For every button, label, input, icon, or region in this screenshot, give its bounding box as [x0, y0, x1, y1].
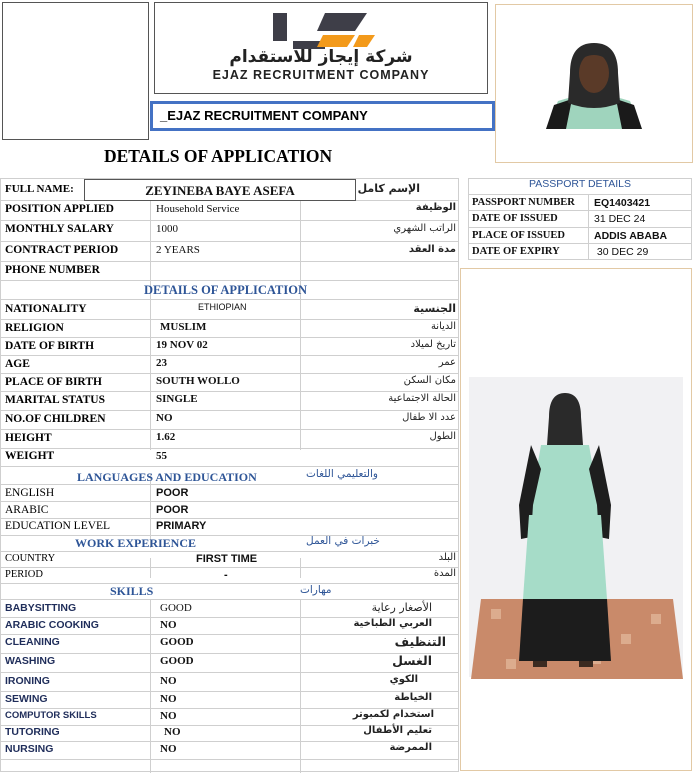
country-label: COUNTRY	[5, 553, 56, 564]
children-arabic: عدد الا طفال	[402, 412, 456, 423]
skill-ironing-arabic: الكوي	[389, 674, 418, 685]
period-value: -	[224, 569, 228, 581]
period-label: PERIOD	[5, 569, 43, 580]
arabic-language-value: POOR	[156, 504, 189, 516]
logo-arabic-name: شركة إيجاز للاستقدام	[229, 47, 413, 67]
education-level-label: EDUCATION LEVEL	[5, 520, 111, 532]
religion-label: RELIGION	[5, 322, 64, 334]
age-label: AGE	[5, 358, 30, 370]
date-of-issue-label: DATE OF ISSUED	[472, 213, 558, 224]
age-value: 23	[156, 357, 167, 369]
skill-nursing-label: NURSING	[5, 743, 54, 755]
english-label: ENGLISH	[5, 487, 55, 499]
applicant-portrait-photo	[495, 4, 693, 163]
skill-babysitting-label: BABYSITTING	[5, 602, 77, 614]
skill-tutoring-label: TUTORING	[5, 726, 60, 738]
date-of-issue-value: 31 DEC 24	[594, 213, 646, 225]
height-label: HEIGHT	[5, 432, 52, 444]
skill-sewing-value: NO	[160, 693, 177, 705]
languages-section-arabic-title: والتعليمي اللغات	[306, 468, 378, 480]
skill-arabic-cooking-value: NO	[160, 619, 177, 631]
skill-nursing-value: NO	[160, 743, 177, 755]
position-applied-value: Household Service	[156, 203, 240, 215]
full-name-box	[84, 179, 356, 201]
skill-computer-value: NO	[160, 710, 177, 722]
nationality-value: ETHIOPIAN	[198, 302, 247, 312]
contract-period-value: 2 YEARS	[156, 244, 200, 256]
children-value: NO	[156, 412, 173, 424]
skill-cleaning-label: CLEANING	[5, 636, 60, 648]
english-value: POOR	[156, 487, 189, 499]
skill-arabic-cooking-arabic: العربي الطباخية	[353, 618, 432, 629]
place-of-issue-label: PLACE OF ISSUED	[472, 230, 565, 241]
logo-english-name: EJAZ RECRUITMENT COMPANY	[212, 68, 430, 82]
skill-arabic-cooking-label: ARABIC COOKING	[5, 619, 99, 631]
phone-number-label: PHONE NUMBER	[5, 264, 100, 276]
monthly-salary-value: 1000	[156, 223, 178, 235]
position-applied-label: POSITION APPLIED	[5, 203, 114, 215]
date-of-expiry-label: DATE OF EXPIRY	[472, 246, 560, 257]
skill-babysitting-value: GOOD	[160, 602, 192, 614]
place-of-birth-arabic: مكان السكن	[403, 375, 456, 386]
education-level-value: PRIMARY	[156, 520, 207, 532]
skill-washing-value: GOOD	[160, 655, 194, 667]
skill-computer-arabic: استخدام لكمبوتر	[352, 709, 434, 720]
company-logo	[154, 2, 488, 94]
skill-ironing-label: IRONING	[5, 675, 50, 687]
skills-section-title: SKILLS	[110, 584, 154, 598]
country-arabic: البلد	[438, 552, 456, 563]
place-of-issue-value: ADDIS ABABA	[594, 230, 668, 242]
country-value: FIRST TIME	[196, 553, 258, 565]
document-title: DETAILS OF APPLICATION	[104, 146, 333, 166]
applicant-full-body-photo	[460, 268, 692, 771]
skill-cleaning-value: GOOD	[160, 636, 194, 648]
period-arabic: المدة	[433, 568, 456, 579]
company-label-box	[150, 101, 495, 131]
date-of-birth-arabic: تاريخ لميلاد	[410, 339, 456, 350]
contract-period-arabic: مدة العقد	[408, 244, 456, 255]
nationality-label: NATIONALITY	[5, 303, 87, 315]
date-of-birth-value: 19 NOV 02	[156, 339, 208, 351]
weight-value: 55	[156, 450, 167, 462]
full-name-arabic-label: الإسم كامل	[357, 182, 420, 195]
skill-sewing-arabic: الخياطة	[394, 692, 432, 703]
skill-tutoring-value: NO	[164, 726, 181, 738]
place-of-birth-value: SOUTH WOLLO	[156, 375, 240, 387]
skills-section-arabic-title: مهارات	[300, 584, 332, 596]
personal-section-title: DETAILS OF APPLICATION	[144, 283, 307, 297]
full-name-label: FULL NAME:	[5, 183, 74, 195]
marital-status-arabic: الحالة الاجتماعية	[388, 393, 456, 404]
passport-details-title: PASSPORT DETAILS	[529, 178, 631, 190]
skill-ironing-value: NO	[160, 675, 177, 687]
skill-washing-arabic: الغسل	[392, 653, 432, 668]
height-value: 1.62	[156, 431, 176, 443]
arabic-language-label: ARABIC	[5, 504, 49, 516]
contract-period-label: CONTRACT PERIOD	[5, 244, 119, 256]
nationality-arabic: الجنسية	[413, 302, 456, 315]
position-applied-arabic: الوظيفة	[415, 202, 456, 213]
age-arabic: عمر	[438, 357, 456, 368]
languages-section-title: LANGUAGES AND EDUCATION	[77, 470, 257, 484]
application-form	[0, 178, 460, 773]
date-of-birth-label: DATE OF BIRTH	[5, 340, 95, 352]
date-of-expiry-value: 30 DEC 29	[594, 246, 649, 258]
monthly-salary-arabic: الراتب الشهري	[393, 223, 456, 234]
portrait-figure-icon	[496, 5, 692, 162]
height-arabic: الطول	[429, 431, 456, 442]
skill-washing-label: WASHING	[5, 655, 56, 667]
full-body-figure-icon	[461, 269, 691, 770]
weight-label: WEIGHT	[5, 450, 55, 462]
skill-tutoring-arabic: تعليم الأطفال	[363, 725, 432, 736]
monthly-salary-label: MONTHLY SALARY	[5, 223, 114, 235]
passport-number-label: PASSPORT NUMBER	[472, 197, 575, 208]
skill-computer-label: COMPUTOR SKILLS	[5, 710, 97, 721]
religion-value: MUSLIM	[160, 321, 207, 333]
skill-nursing-arabic: الممرضة	[389, 742, 432, 753]
skill-sewing-label: SEWING	[5, 693, 48, 705]
marital-status-value: SINGLE	[156, 393, 198, 405]
children-label: NO.OF CHILDREN	[5, 413, 106, 425]
skill-cleaning-arabic: التنظيف	[394, 634, 446, 649]
work-section-arabic-title: خبرات في العمل	[306, 535, 380, 547]
company-label: _EJAZ RECRUITMENT COMPANY	[160, 108, 368, 123]
blank-photo-box	[2, 2, 149, 140]
marital-status-label: MARITAL STATUS	[5, 394, 106, 406]
skill-babysitting-arabic: الأصغار رعاية	[371, 601, 432, 614]
place-of-birth-label: PLACE OF BIRTH	[5, 376, 102, 388]
passport-number-value: EQ1403421	[594, 197, 651, 209]
full-name-value: ZEYINEBA BAYE ASEFA	[145, 183, 295, 198]
religion-arabic: الديانة	[430, 321, 456, 332]
passport-details-table	[468, 178, 692, 260]
work-section-title: WORK EXPERIENCE	[75, 536, 197, 550]
